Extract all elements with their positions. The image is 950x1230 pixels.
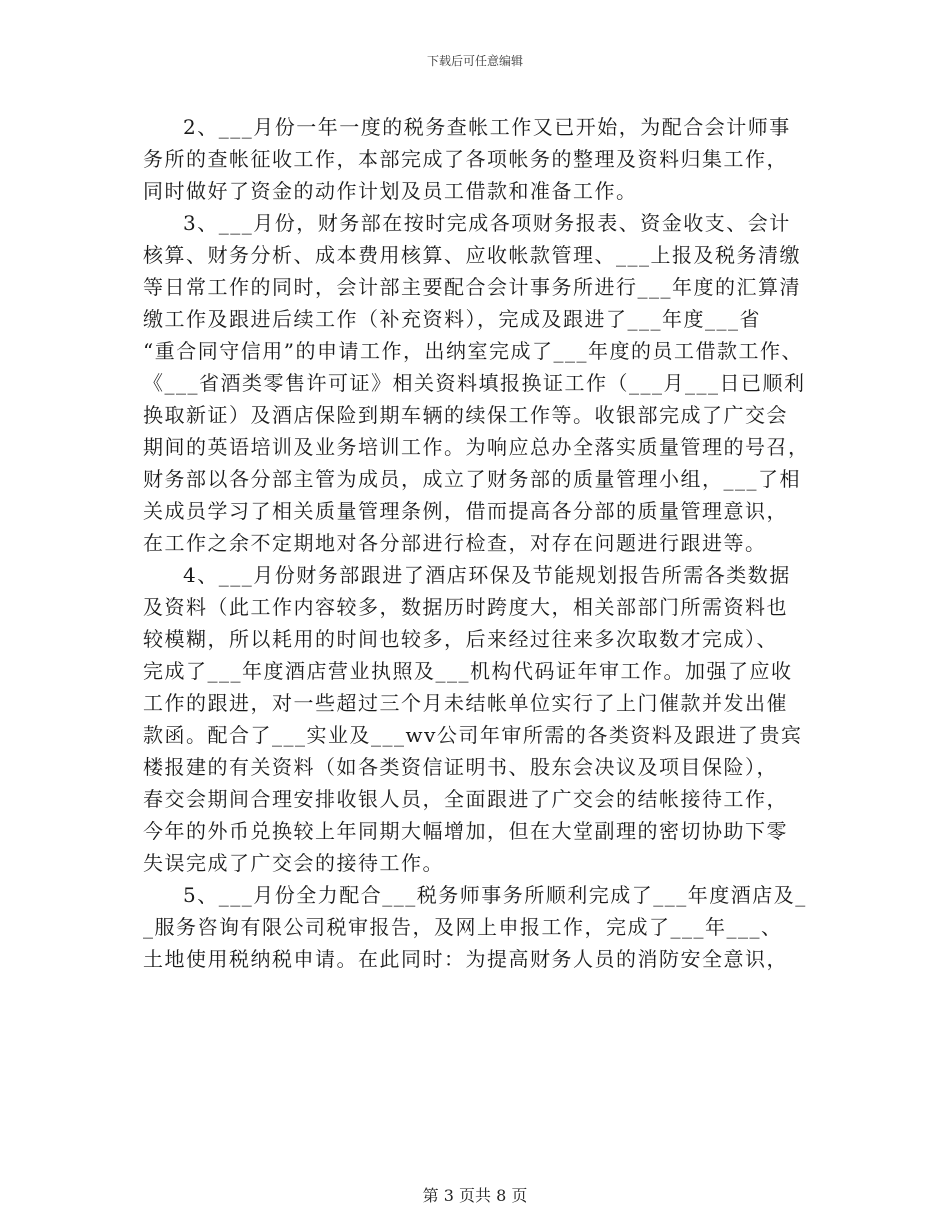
paragraph-line: _服务咨询有限公司税审报告，及网上申报工作，完成了___年___、 (143, 915, 783, 939)
paragraph-line: 较模糊，所以耗用的时间也较多，后来经过往来多次取数才完成）、 (143, 627, 778, 651)
paragraph-line: 5、___月份全力配合___税务师事务所顺利完成了___年度酒店及_ (183, 883, 807, 907)
paragraph-line: 等日常工作的同时，会计部主要配合会计事务所进行___年度的汇算清 (143, 275, 801, 299)
paragraph-line: 工作的跟进，对一些超过三个月未结帐单位实行了上门催款并发出催 (143, 691, 788, 715)
paragraph-line: 春交会期间合理安排收银人员，全面跟进了广交会的结帐接待工作， (143, 787, 788, 811)
paragraph-line: 3、___月份，财务部在按时完成各项财务报表、资金收支、会计 (183, 211, 791, 235)
paragraph-line: 土地使用税纳税申请。在此同时：为提高财务人员的消防安全意识， (143, 947, 788, 971)
paragraph-line: 在工作之余不定期地对各分部进行检查，对存在问题进行跟进等。 (143, 531, 767, 555)
paragraph-line: 同时做好了资金的动作计划及员工借款和准备工作。 (143, 179, 638, 203)
paragraph-line: “重合同守信用”的申请工作，出纳室完成了___年度的员工借款工作、 (143, 339, 803, 363)
paragraph-line: 财务部以各分部主管为成员，成立了财务部的质量管理小组，___了相 (143, 467, 801, 491)
paragraph-line: 楼报建的有关资料（如各类资信证明书、股东会决议及项目保险）， (143, 755, 778, 779)
paragraph-line: 《___省酒类零售许可证》相关资料填报换证工作（___月___日已顺利 (143, 371, 806, 395)
paragraph-5 (143, 880, 815, 974)
paragraph-line: 失误完成了广交会的接待工作。 (143, 851, 444, 875)
paragraph-line: 期间的英语培训及业务培训工作。为响应总办全落实质量管理的号召， (143, 435, 810, 459)
paragraph-line: 及资料（此工作内容较多，数据历时跨度大，相关部部门所需资料也 (143, 595, 788, 619)
paragraph-line: 核算、财务分析、成本费用核算、应收帐款管理、___上报及税务清缴 (143, 243, 801, 267)
page-footer: 第 3 页共 8 页 (422, 1186, 528, 1205)
paragraph-3 (143, 208, 815, 558)
paragraph-line: 完成了___年度酒店营业执照及___机构代码证年审工作。加强了应收 (143, 659, 793, 683)
paragraph-line: 关成员学习了相关质量管理条例，借而提高各分部的质量管理意识， (143, 499, 788, 523)
paragraph-line: 换取新证）及酒店保险到期车辆的续保工作等。收银部完成了广交会 (143, 403, 788, 427)
paragraph-line: 今年的外币兑换较上年同期大幅增加，但在大堂副理的密切协助下零 (143, 819, 788, 843)
paragraph-4 (143, 560, 815, 878)
paragraph-line: 缴工作及跟进后续工作（补充资料），完成及跟进了___年度___省 (143, 307, 761, 331)
paragraph-line: 4、___月份财务部跟进了酒店环保及节能规划报告所需各类数据 (183, 563, 791, 587)
paragraph-line: 2、___月份一年一度的税务查帐工作又已开始，为配合会计师事 (183, 115, 791, 139)
paragraph-line: 款函。配合了___实业及___wv公司年审所需的各类资料及跟进了贵宾 (143, 723, 803, 747)
paragraph-line: 务所的查帐征收工作，本部完成了各项帐务的整理及资料归集工作， (143, 147, 788, 171)
page-header: 下载后可任意编辑 (426, 54, 523, 68)
document-body (143, 112, 815, 976)
paragraph-2 (143, 112, 815, 206)
